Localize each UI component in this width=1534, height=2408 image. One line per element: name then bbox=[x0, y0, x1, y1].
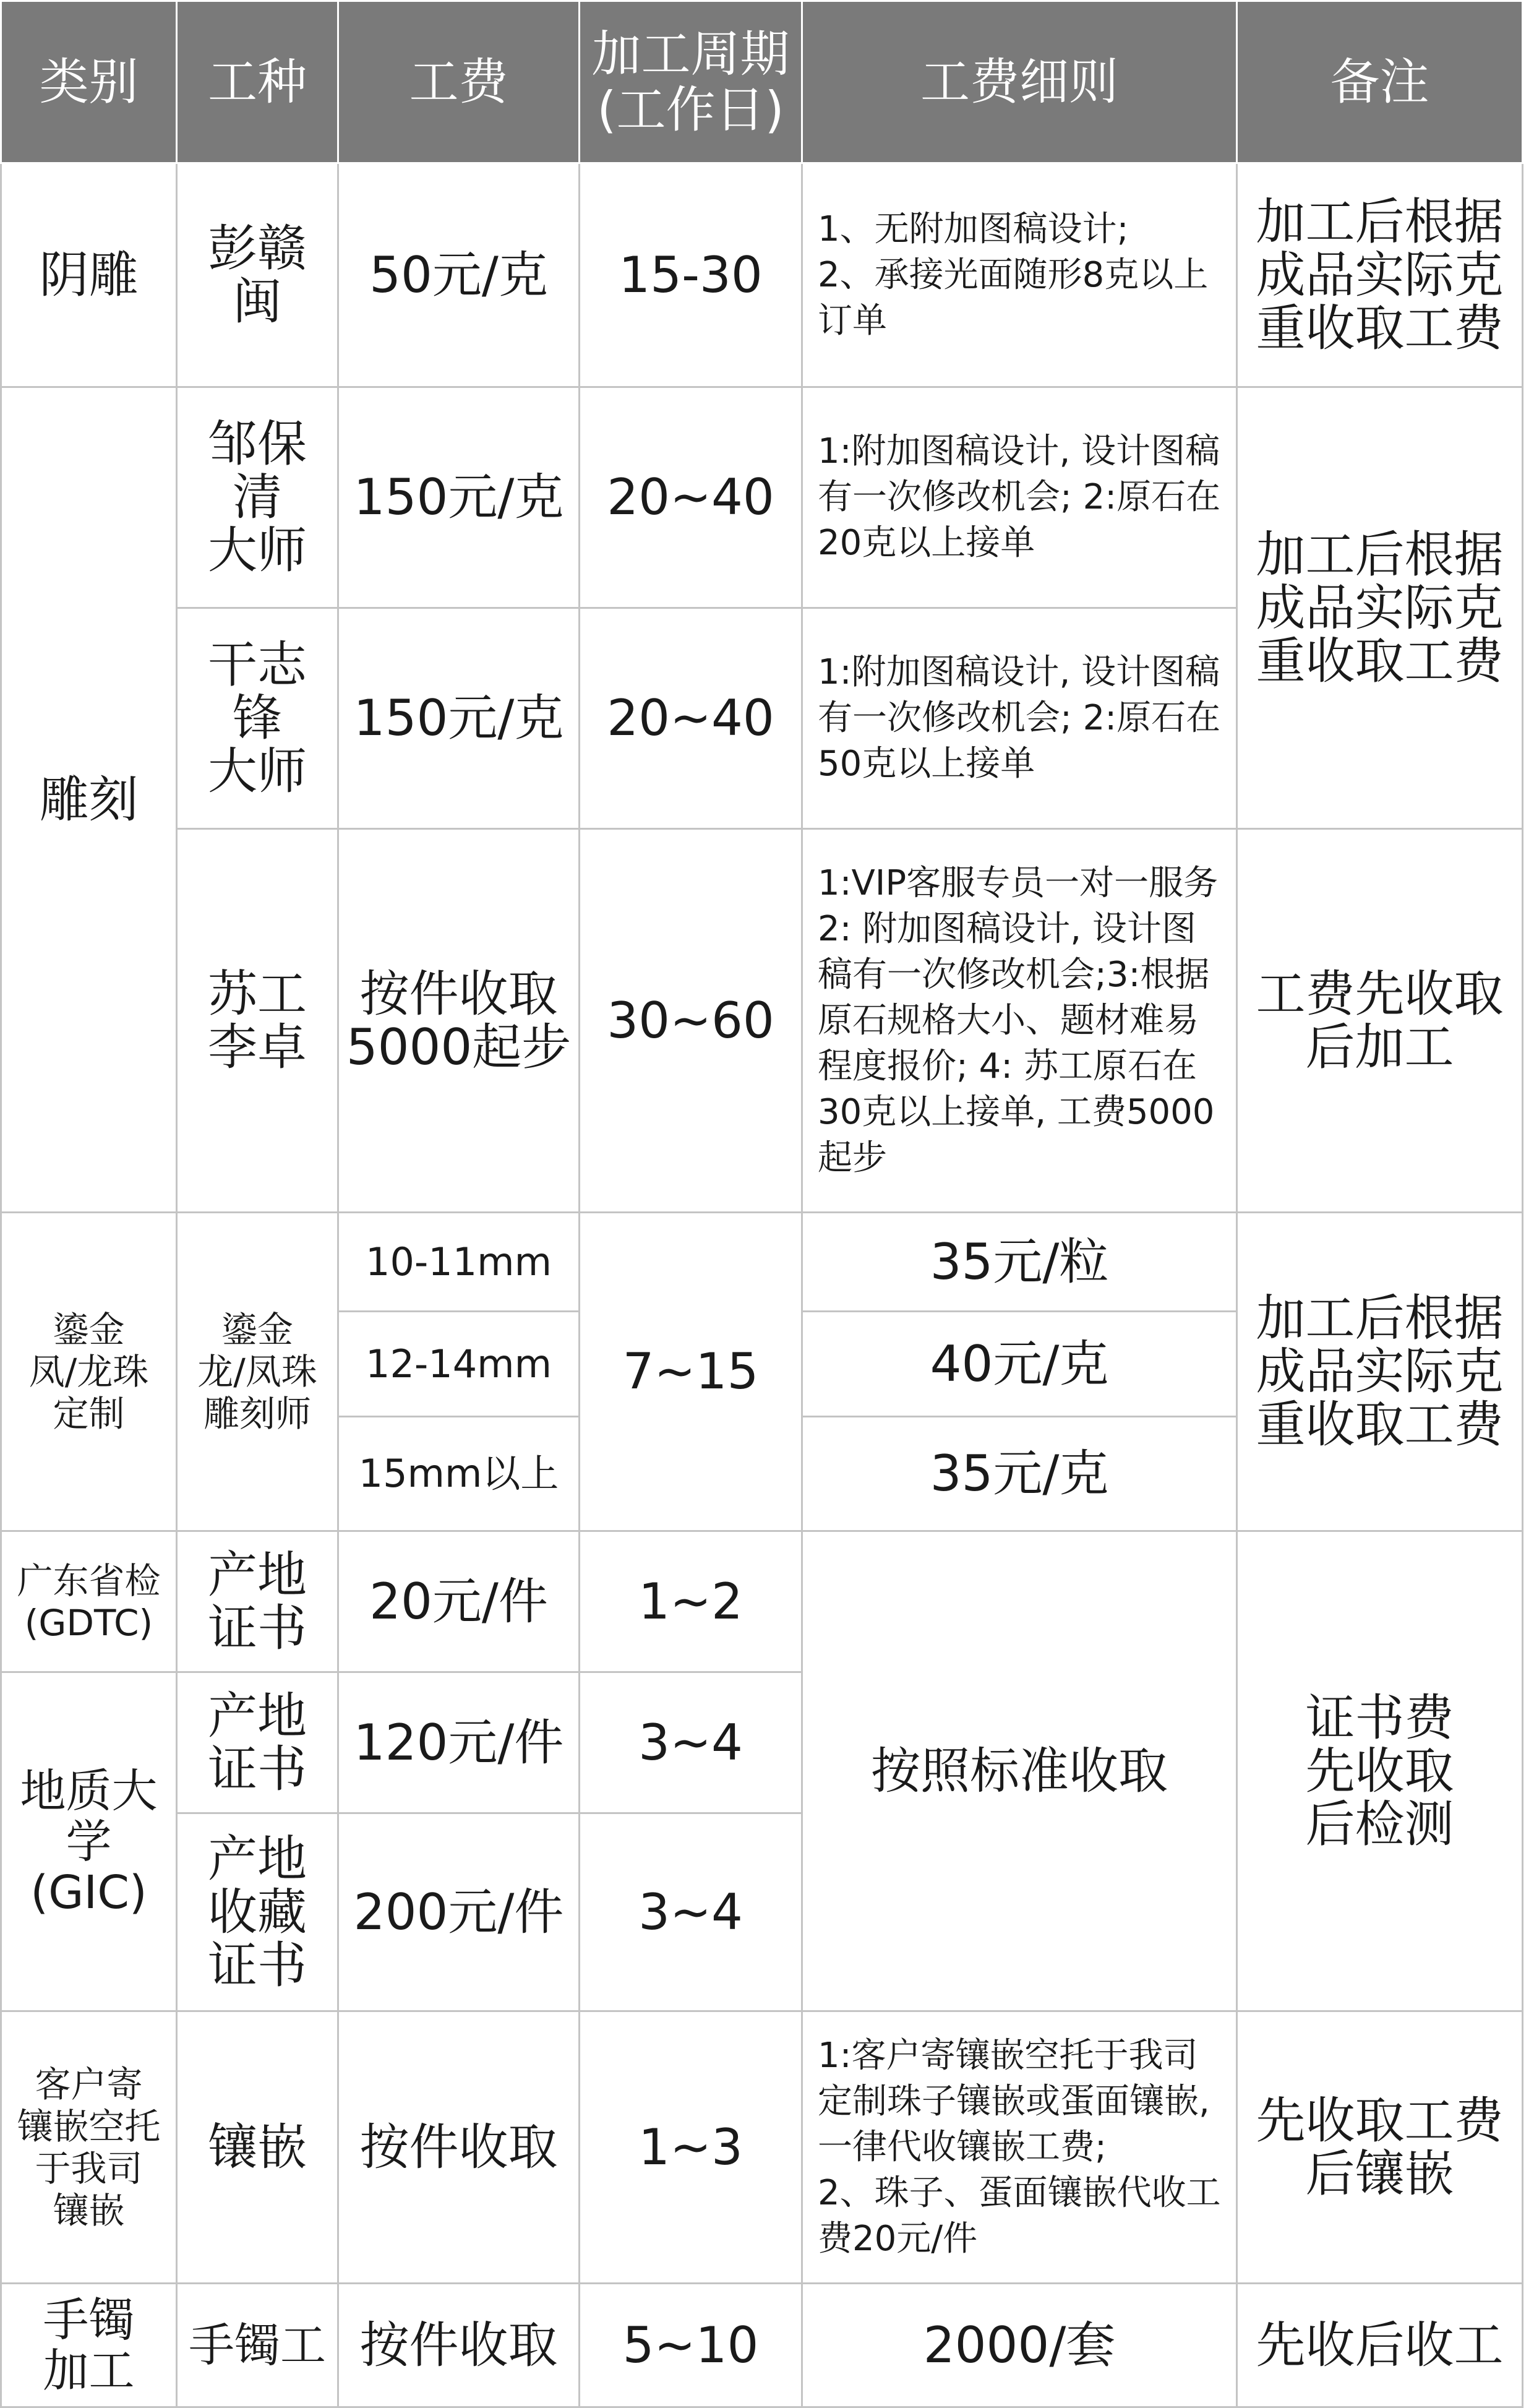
period-cell: 20~40 bbox=[580, 608, 802, 829]
category-cell: 广东省检 (GDTC) bbox=[1, 1531, 177, 1672]
remark-cell: 先收后收工 bbox=[1237, 2284, 1523, 2407]
craft-cell: 鎏金 龙/凤珠 雕刻师 bbox=[177, 1213, 338, 1531]
category-cell: 地质大学 (GIC) bbox=[1, 1672, 177, 2011]
craft-cell: 产地 证书 bbox=[177, 1672, 338, 1813]
details-cell: 按照标准收取 bbox=[802, 1531, 1237, 2011]
fee-cell: 20元/件 bbox=[338, 1531, 580, 1672]
table-row bbox=[1, 2011, 1523, 2284]
fee-cell: 按件收取 bbox=[338, 2011, 580, 2284]
remark-cell: 加工后根据成品实际克重收取工费 bbox=[1237, 387, 1523, 829]
table-row bbox=[1, 1531, 1523, 1672]
table-row bbox=[1, 1213, 1523, 1312]
header-craft: 工种 bbox=[177, 1, 338, 163]
remark-cell: 先收取工费 后镶嵌 bbox=[1237, 2011, 1523, 2284]
remark-cell: 加工后根据成品实际克重收取工费 bbox=[1237, 163, 1523, 387]
category-cell: 雕刻 bbox=[1, 387, 177, 1213]
category-cell: 鎏金 凤/龙珠 定制 bbox=[1, 1213, 177, 1531]
craft-cell: 产地 收藏 证书 bbox=[177, 1813, 338, 2011]
period-cell: 15-30 bbox=[580, 163, 802, 387]
period-cell: 20~40 bbox=[580, 387, 802, 608]
table-row bbox=[1, 2284, 1523, 2407]
fee-cell: 120元/件 bbox=[338, 1672, 580, 1813]
header-category: 类别 bbox=[1, 1, 177, 163]
period-cell: 1~3 bbox=[580, 2011, 802, 2284]
craft-cell: 干志锋 大师 bbox=[177, 608, 338, 829]
price-cell: 35元/克 bbox=[802, 1417, 1237, 1531]
period-cell: 3~4 bbox=[580, 1813, 802, 2011]
header-row bbox=[1, 1, 1523, 163]
craft-cell: 手镯工 bbox=[177, 2284, 338, 2407]
details-cell: 1:客户寄镶嵌空托于我司定制珠子镶嵌或蛋面镶嵌, 一律代收镶嵌工费; 2、珠子、蛋面镶嵌代收工费20元/件 bbox=[802, 2011, 1237, 2284]
craft-cell: 产地 证书 bbox=[177, 1531, 338, 1672]
fee-cell: 200元/件 bbox=[338, 1813, 580, 2011]
category-cell: 手镯 加工 bbox=[1, 2284, 177, 2407]
category-cell: 客户寄 镶嵌空托 于我司 镶嵌 bbox=[1, 2011, 177, 2284]
period-cell: 30~60 bbox=[580, 829, 802, 1213]
category-cell: 阴雕 bbox=[1, 163, 177, 387]
header-fee: 工费 bbox=[338, 1, 580, 163]
table-row bbox=[1, 163, 1523, 387]
period-cell: 5~10 bbox=[580, 2284, 802, 2407]
remark-cell: 工费先收取 后加工 bbox=[1237, 829, 1523, 1213]
details-cell: 1:附加图稿设计, 设计图稿有一次修改机会; 2:原石在20克以上接单 bbox=[802, 387, 1237, 608]
price-cell: 40元/克 bbox=[802, 1312, 1237, 1417]
craft-cell: 邹保清 大师 bbox=[177, 387, 338, 608]
details-cell: 2000/套 bbox=[802, 2284, 1237, 2407]
details-cell: 1:VIP客服专员一对一服务2: 附加图稿设计, 设计图稿有一次修改机会;3:根据原石规格大小、题材难易程度报价; 4: 苏工原石在30克以上接单, 工费5000起步 bbox=[802, 829, 1237, 1213]
remark-cell: 证书费 先收取 后检测 bbox=[1237, 1531, 1523, 2011]
period-cell: 3~4 bbox=[580, 1672, 802, 1813]
period-cell: 7~15 bbox=[580, 1213, 802, 1531]
craft-cell: 苏工 李卓 bbox=[177, 829, 338, 1213]
table-row bbox=[1, 829, 1523, 1213]
table-row bbox=[1, 387, 1523, 608]
fee-cell: 150元/克 bbox=[338, 387, 580, 608]
size-cell: 12-14mm bbox=[338, 1312, 580, 1417]
fee-cell: 按件收取 bbox=[338, 2284, 580, 2407]
fee-cell: 150元/克 bbox=[338, 608, 580, 829]
size-cell: 10-11mm bbox=[338, 1213, 580, 1312]
header-fee-details: 工费细则 bbox=[802, 1, 1237, 163]
craft-cell: 彭赣闽 bbox=[177, 163, 338, 387]
header-period: 加工周期 (工作日) bbox=[580, 1, 802, 163]
details-cell: 1:附加图稿设计, 设计图稿有一次修改机会; 2:原石在50克以上接单 bbox=[802, 608, 1237, 829]
craft-cell: 镶嵌 bbox=[177, 2011, 338, 2284]
remark-cell: 加工后根据成品实际克重收取工费 bbox=[1237, 1213, 1523, 1531]
fee-cell: 50元/克 bbox=[338, 163, 580, 387]
details-cell: 1、无附加图稿设计; 2、承接光面随形8克以上订单 bbox=[802, 163, 1237, 387]
price-cell: 35元/粒 bbox=[802, 1213, 1237, 1312]
fee-cell: 按件收取 5000起步 bbox=[338, 829, 580, 1213]
header-remarks: 备注 bbox=[1237, 1, 1523, 163]
size-cell: 15mm以上 bbox=[338, 1417, 580, 1531]
period-cell: 1~2 bbox=[580, 1531, 802, 1672]
